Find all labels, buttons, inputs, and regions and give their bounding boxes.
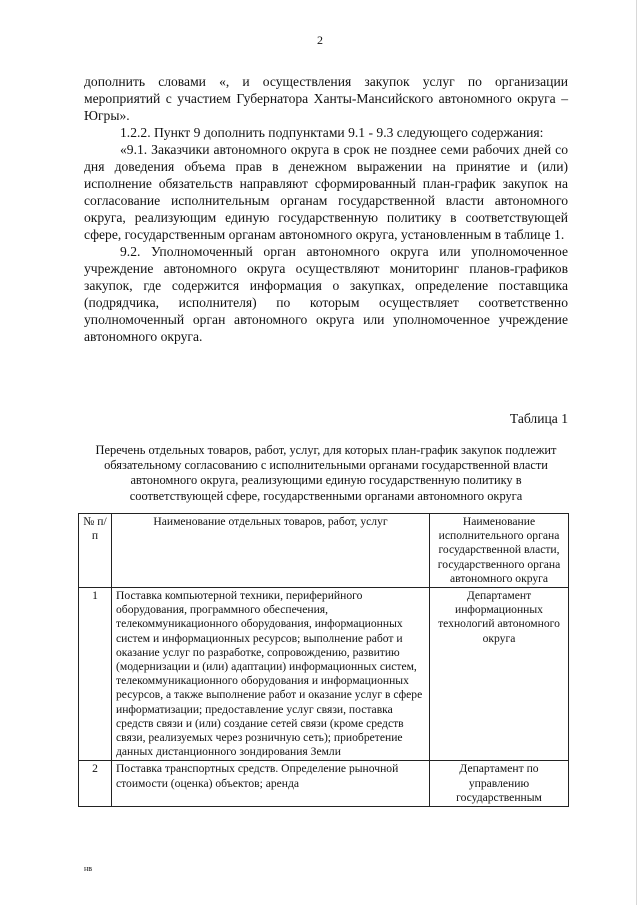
row-num: 1 (79, 588, 112, 761)
page-number: 2 (317, 33, 323, 47)
paragraph-4: 9.2. Уполномоченный орган автономного округа или уполномоченное учреждение автономного округа осуществляют мониторинг планов-графиков закупок, где содержится информация о закупках, определение поставщика (подрядчика, исполнителя) по которым осуществляет соответственно уполномоченный орган автономного округа или уполномоченное учреждение автономного округа. (84, 244, 568, 344)
row-organ: Департамент информационных технологий автономного округа (430, 588, 569, 761)
header-num: № п/п (79, 514, 112, 588)
row-organ: Департамент по управлению государственным (430, 761, 569, 807)
row-item: Поставка транспортных средств. Определение рыночной стоимости (оценка) объектов; аренда (112, 761, 430, 807)
footer-code: нв (84, 864, 93, 873)
page-edge (636, 0, 637, 905)
header-item: Наименование отдельных товаров, работ, услуг (112, 514, 430, 588)
table-title: Перечень отдельных товаров, работ, услуг, для которых план-график закупок подлежит обязательному согласованию с исполнительными органами государственной власти автономного округа, реализующими единую государственную политику в соответствующей сфере, государственными органами автономного округа (95, 443, 557, 503)
goods-table (78, 513, 569, 807)
header-organ: Наименование исполнительного органа государственной власти, государственного органа автономного округа (430, 514, 569, 588)
paragraph-2: 1.2.2. Пункт 9 дополнить подпунктами 9.1 - 9.3 следующего содержания: (120, 125, 544, 140)
table-row (79, 588, 569, 761)
body-text (84, 73, 568, 345)
paragraph-3: «9.1. Заказчики автономного округа в срок не позднее семи рабочих дней со дня доведения объема прав в денежном выражении на принятие и (или) исполнение обязательств направляют сформированный план-график закупок на согласование исполнительным органам государственной власти автономного округа, реализующим единую государственную политику в соответствующей сфере, государственным органам автономного округа, установленным в таблице 1. (84, 142, 568, 242)
paragraph-1: дополнить словами «, и осуществления закупок услуг по организации мероприятий с участием Губернатора Ханты-Мансийского автономного округа – Югры». (84, 74, 568, 123)
table-label: Таблица 1 (509, 411, 568, 426)
row-num: 2 (79, 761, 112, 807)
row-item: Поставка компьютерной техники, периферийного оборудования, программного обеспечения, телекоммуникационного оборудования, информационных систем и информационных ресурсов; выполнение работ и оказание услуг по разработке, сопровождению, развитию (модернизации и (или) адаптации) информационных систем, телекоммуникационного оборудования и информационных ресурсов, а также выполнение работ и оказание услуг в сфере информатизации; предоставление услуг связи, поставка средств связи и (или) создание сетей связи (кроме средств связи, реализуемых через розничную сеть); приобретение данных дистанционного зондирования Земли (112, 588, 430, 761)
table-header-row (79, 514, 569, 588)
table-row (79, 761, 569, 807)
